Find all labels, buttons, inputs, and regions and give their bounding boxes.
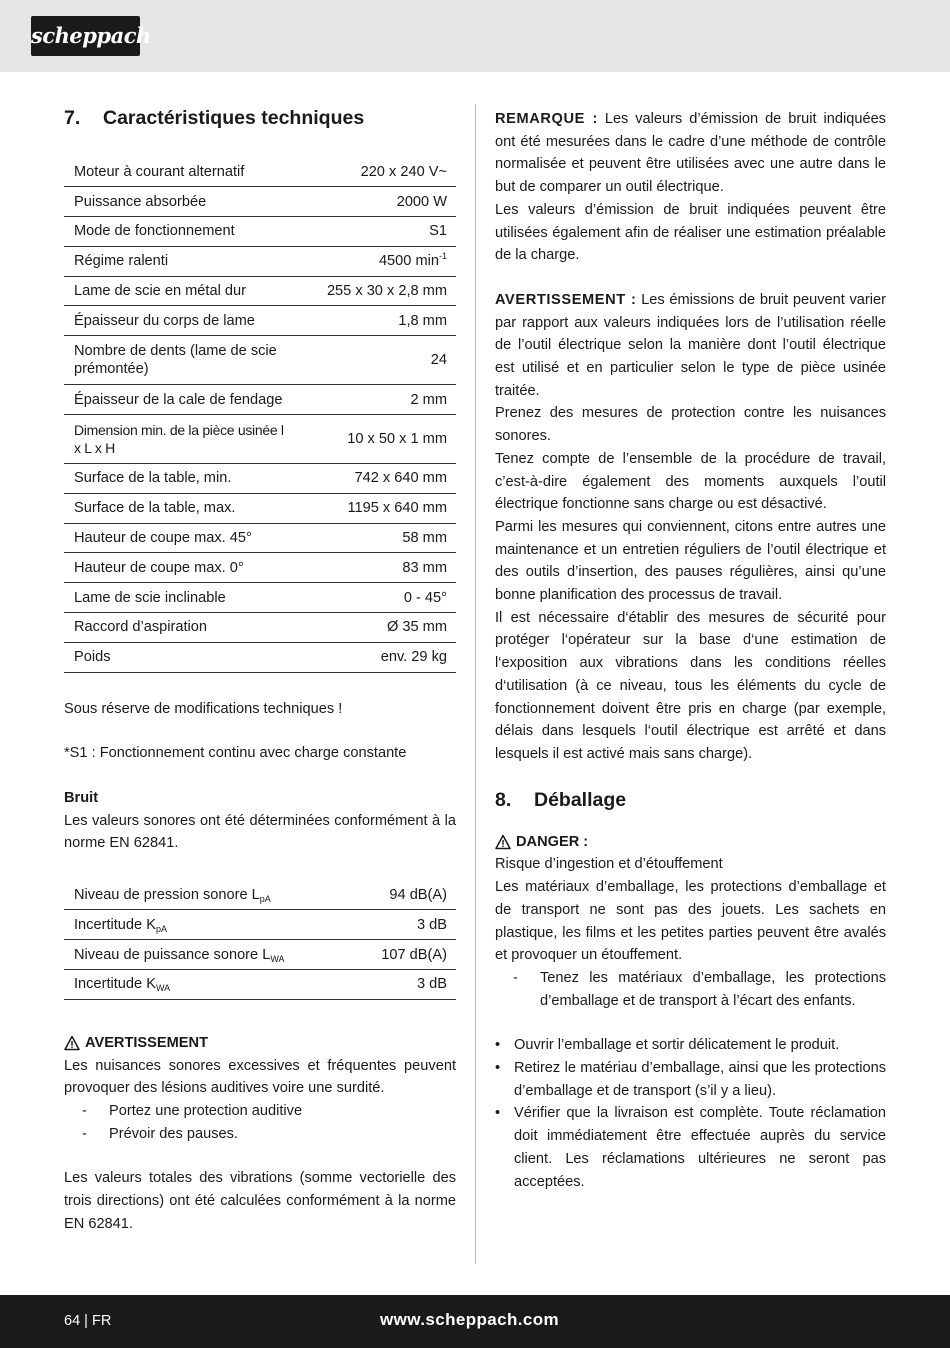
table-row	[64, 157, 456, 187]
spec-value: 0 - 45°	[317, 583, 456, 613]
section-8-heading	[495, 786, 886, 814]
avertissement-p5: Il est nécessaire d‘établir des mesures de sécurité pour protéger l‘opérateur sur la base d‘une estimation de l‘exposition aux vibrations dans les conditions réelles d‘utilisation (à ce niveau, tous les éléments du cycle de fonctionnement doivent être pris en charge (par exemple, délais dans lesquels l‘outil électrique est arrêté et dans lesquels il est activé mais sans charge).	[495, 609, 886, 762]
spec-label: Nombre de dents (lame de scie prémontée)	[64, 336, 317, 385]
s1-note: *S1 : Fonctionnement continu avec charge constante	[64, 745, 407, 762]
table-row	[64, 246, 456, 276]
reserve-note: Sous réserve de modifications techniques !	[64, 700, 343, 717]
noise-label: Incertitude $K_{WA}$	[64, 970, 350, 1000]
spec-label: Surface de la table, max.	[64, 493, 317, 523]
warning-item: - Portez une protection auditive	[82, 1102, 303, 1119]
danger-item: - Tenez les matériaux d’emballage, les protections d’emballage et de transport à l’écart des enfants.	[513, 969, 886, 1009]
spec-label: Hauteur de coupe max. 0°	[64, 553, 317, 583]
spec-value: 24	[317, 336, 456, 385]
spec-label: Raccord d’aspiration	[64, 613, 317, 643]
section-title: Caractéristiques techniques	[103, 107, 365, 129]
table-row	[64, 910, 456, 940]
left-column	[64, 104, 456, 1235]
spec-label: Lame de scie en métal dur	[64, 276, 317, 306]
warning-heading	[64, 1032, 456, 1055]
table-row	[64, 553, 456, 583]
table-row	[64, 336, 456, 385]
table-row	[64, 642, 456, 672]
danger-heading	[495, 831, 886, 854]
noise-value: 3 dB	[350, 970, 456, 1000]
spec-value: 4500 $\min^{-1}$	[317, 246, 456, 276]
avertissement-p4: Parmi les mesures qui conviennent, citons entre autres une maintenance et un entretien réguliers de l’outil électrique et des outils d’insertion, des pauses régulières, ainsi qu’une bonne planification des processus de travail.	[495, 518, 886, 604]
spec-label: Puissance absorbée	[64, 187, 317, 217]
spec-value: 10 x 50 x 1 mm	[317, 415, 456, 464]
table-row	[64, 187, 456, 217]
spec-label: Lame de scie inclinable	[64, 583, 317, 613]
bruit-text: Les valeurs sonores ont été déterminées conformément à la norme EN 62841.	[64, 812, 456, 852]
vibrations-text: Les valeurs totales des vibrations (somme vectorielle des trois directions) ont été calculées conformément à la norme EN 62841.	[64, 1170, 456, 1232]
noise-label: Niveau de puissance sonore $L_{WA}$	[64, 940, 350, 970]
unpacking-list	[495, 1034, 886, 1193]
danger-title: DANGER :	[516, 833, 589, 850]
avertissement-p3: Tenez compte de l’ensemble de la procédure de travail, c’est-à-dire également des moments auxquels l’outil électrique fonctionne sans charge ou est désactivé.	[495, 450, 886, 513]
logo-text: scheppach	[31, 23, 151, 48]
page-number: 64 | FR	[64, 1313, 112, 1329]
table-row	[64, 385, 456, 415]
spec-value: 2000 W	[317, 187, 456, 217]
list-item: • Retirez le matériau d’emballage, ainsi que les protections d’emballage et de transport (s’il y a lieu).	[495, 1060, 886, 1099]
spec-label: Épaisseur de la cale de fendage	[64, 385, 317, 415]
avertissement-paragraph: AVERTISSEMENT : Les émissions de bruit peuvent varier par rapport aux valeurs indiquées lors de l’utilisation réelle de l’outil électrique selon la manière dont l’outil électrique est utilisé et en particulier selon le type de pièce usinée traitée.	[495, 291, 886, 399]
page-footer	[0, 1295, 950, 1348]
spec-value: env. 29 kg	[317, 642, 456, 672]
table-row	[64, 276, 456, 306]
table-row	[64, 970, 456, 1000]
spec-value: S1	[317, 217, 456, 247]
spec-value: 255 x 30 x 2,8 mm	[317, 276, 456, 306]
table-row	[64, 523, 456, 553]
spec-label: Épaisseur du corps de lame	[64, 306, 317, 336]
spec-label: Mode de fonctionnement	[64, 217, 317, 247]
spec-label: Hauteur de coupe max. 45°	[64, 523, 317, 553]
spec-label: Dimension min. de la pièce usinée l x L x H	[64, 415, 317, 464]
bruit-title: Bruit	[64, 790, 99, 807]
noise-label: Niveau de pression sonore $L_{pA}$	[64, 880, 350, 910]
danger-line: Risque d’ingestion et d’étouffement	[495, 856, 723, 873]
table-row	[64, 940, 456, 970]
remarque-paragraph-2: Les valeurs d’émission de bruit indiquées peuvent être utilisées également afin de réaliser une estimation préalable de la charge.	[495, 201, 886, 264]
remarque-paragraph: REMARQUE : Les valeurs d’émission de bruit indiquées ont été mesurées dans le cadre d’une méthode de contrôle normalisée et peuvent être utilisées avec une autre dans le but de comparer un outil électrique.	[495, 111, 886, 196]
section-7-heading	[64, 104, 456, 132]
section-number: 8.	[495, 788, 512, 811]
table-row	[64, 880, 456, 910]
warning-title: AVERTISSEMENT	[85, 1034, 208, 1051]
avertissement-p2: Prenez des mesures de protection contre les nuisances sonores.	[495, 405, 886, 445]
danger-text: Les matériaux d’emballage, les protections d’emballage et de transport ne sont pas des jouets. Les sachets en plastique, les films et les petites parties peuvent être avalés et provoquer un étouffement.	[495, 879, 886, 964]
spec-label: Poids	[64, 642, 317, 672]
warning-item: - Prévoir des pauses.	[82, 1125, 238, 1142]
section-title: Déballage	[534, 788, 627, 811]
right-column	[495, 108, 886, 1193]
warning-triangle-icon	[495, 834, 511, 850]
noise-label: Incertitude $K_{pA}$	[64, 910, 350, 940]
warning-text: Les nuisances sonores excessives et fréquentes peuvent provoquer des lésions auditives voire une surdité.	[64, 1057, 456, 1097]
spec-value: 2 mm	[317, 385, 456, 415]
spec-label: Moteur à courant alternatif	[64, 157, 317, 187]
list-item: • Ouvrir l’emballage et sortir délicatement le produit.	[495, 1037, 840, 1054]
spec-label: Régime ralenti	[64, 246, 317, 276]
warning-triangle-icon	[64, 1035, 80, 1051]
table-row	[64, 493, 456, 523]
website-link[interactable]: www.scheppach.com	[380, 1310, 560, 1329]
spec-value: 742 x 640 mm	[317, 464, 456, 494]
scheppach-logo	[31, 16, 151, 56]
spec-value: 58 mm	[317, 523, 456, 553]
spec-value: 1,8 mm	[317, 306, 456, 336]
section-number: 7.	[64, 107, 81, 129]
page-header	[0, 0, 950, 72]
table-row	[64, 613, 456, 643]
noise-value: 3 dB	[350, 910, 456, 940]
noise-value: 94 dB(A)	[350, 880, 456, 910]
column-divider	[475, 104, 476, 1264]
technical-specs-table	[64, 157, 456, 673]
spec-value: 220 x 240 V~	[317, 157, 456, 187]
spec-label: Surface de la table, min.	[64, 464, 317, 494]
table-row	[64, 464, 456, 494]
spec-value: Ø 35 mm	[317, 613, 456, 643]
table-row	[64, 415, 456, 464]
noise-value: 107 dB(A)	[350, 940, 456, 970]
list-item: • Vérifier que la livraison est complète. Toute réclamation doit immédiatement être effectuée auprès du service client. Les réclamations ultérieures ne seront pas acceptées.	[495, 1105, 886, 1190]
spec-value: 83 mm	[317, 553, 456, 583]
table-row	[64, 217, 456, 247]
table-row	[64, 583, 456, 613]
spec-value: 1195 x 640 mm	[317, 493, 456, 523]
noise-table	[64, 880, 456, 1000]
table-row	[64, 306, 456, 336]
